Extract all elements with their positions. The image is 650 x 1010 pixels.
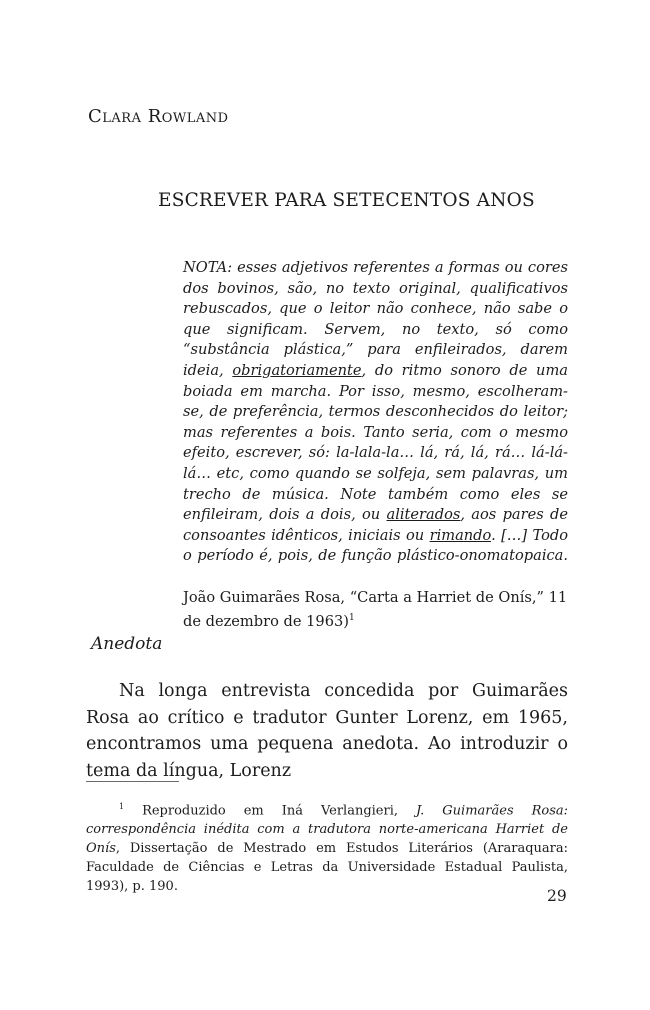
underlined-word: rimando	[429, 526, 492, 544]
epigraph-quote	[183, 258, 568, 588]
epigraph-text: , do ritmo sonoro de uma boiada em marcha. Por isso, mesmo, escolheram-se, de preferência, termos desconhecidos do leitor; mas referentes a bois. Tanto seria, com o mesmo efeito, escrever, só: la-lala-la… lá, rá, lá, rá… lá-lá-lá… etc, como quando se solfeja, sem palavras, um trecho de música. Note também como eles se enfileiram, dois a dois, ou	[183, 361, 568, 524]
epigraph-text: . […] Todo o período é, pois, de função plástico-onomatopaica.	[183, 526, 568, 565]
underlined-word: obrigatoriamente	[232, 361, 362, 379]
epigraph-source-text: João Guimarães Rosa, “Carta a Harriet de Onís,” 11 de dezembro de 1963)	[183, 588, 568, 630]
section-heading: Anedota	[91, 634, 163, 654]
page-number: 29	[547, 887, 567, 905]
underlined-word: aliterados	[386, 506, 461, 524]
running-header-author: Clara Rowland	[88, 106, 229, 127]
footnote	[86, 797, 568, 896]
chapter-title: ESCREVER PARA SETECENTOS ANOS	[158, 190, 535, 211]
footnote-title: J. Guimarães Rosa: correspondência inédita com a tradutora norte-americana Harriet de Onís	[86, 803, 568, 857]
body-text	[86, 678, 568, 784]
footnote-rule	[86, 781, 179, 782]
epigraph-source	[183, 588, 568, 633]
epigraph-text: , aos pares de consoantes idênticos, iniciais ou	[183, 506, 569, 544]
epigraph-text: NOTA: esses adjetivos referentes a formas ou cores dos bovinos, são, no texto original, qualificativos rebuscados, que o leitor não conhece, não sabe o que significam. Servem, no texto, só como “substância plástica,” para enfileirados, darem ideia,	[183, 259, 568, 379]
body-paragraph: Na longa entrevista concedida por Guimarães Rosa ao crítico e tradutor Gunter Lorenz, em 1965, encontramos uma pequena anedota. Ao introduzir o tema da língua, Lorenz	[86, 681, 568, 781]
footnote-text: , Dissertação de Mestrado em Estudos Literários (Araraquara: Faculdade de Ciências e Letras da Universidade Estadual Paulista, 1993), p. 190.	[86, 841, 568, 895]
footnote-number: 1	[119, 802, 125, 811]
footnote-reference: 1	[348, 613, 355, 624]
footnote-text: Reproduzido em Iná Verlangieri,	[124, 803, 416, 819]
epigraph	[183, 258, 568, 633]
